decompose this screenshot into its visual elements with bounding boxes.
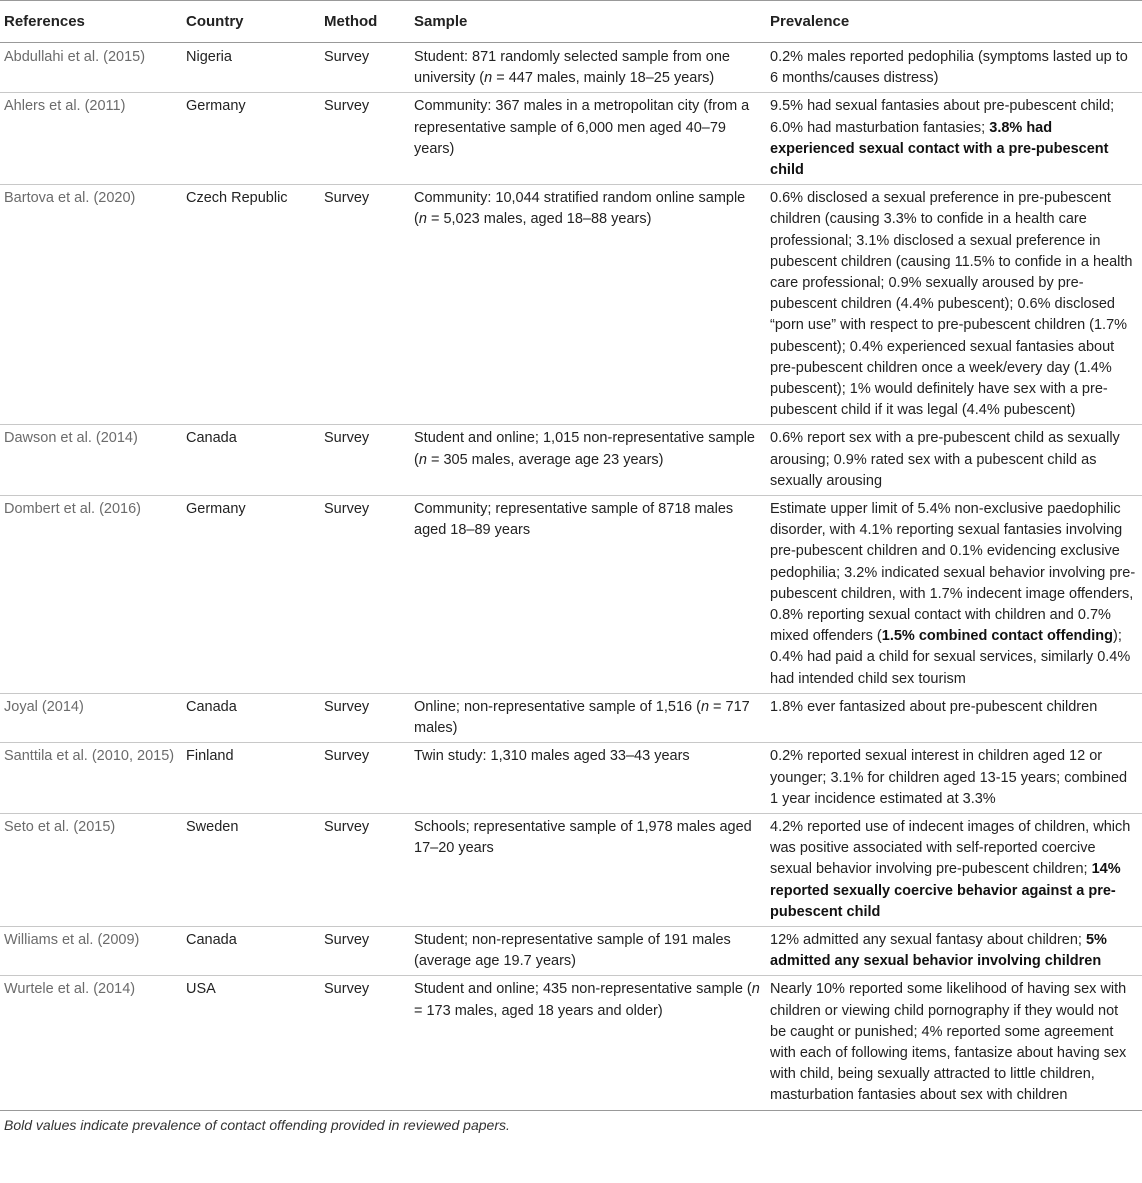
cell-sample-segment: = 447 males, mainly 18–25 years)	[492, 70, 715, 87]
cell-prevalence-segment: Nearly 10% reported some likelihood of having sex with children or viewing child pornography if they would not be caught or punished; 4% reported some agreement with each of following items, fantasize about having sex with child, being sexually attracted to little children, masturbation fantasies about sex with children	[770, 981, 1127, 1104]
header-method: Method	[320, 1, 410, 43]
cell-sample-segment: = 173 males, aged 18 years and older)	[414, 1002, 663, 1019]
cell-sample	[410, 496, 766, 694]
table-header	[0, 1, 1142, 43]
header-sample: Sample	[410, 1, 766, 43]
cell-sample-segment: Schools; representative sample of 1,978 males aged 17–20 years	[414, 818, 752, 857]
cell-sample-segment: n	[484, 70, 493, 87]
cell-sample	[410, 185, 766, 425]
cell-country: Czech Republic	[186, 190, 288, 207]
cell-country: Sweden	[186, 818, 239, 835]
cell-prevalence-segment: Estimate upper limit of 5.4% non-exclusive paedophilic disorder, with 4.1% reporting sexual fantasies involving pre-pubescent children and 0.1% evidencing exclusive pedophilia; 3.2% indicated sexual behavior involving pre-pubescent children, with 1.7% indecent image offenders, 0.8% reporting sexual contact with children and 0.7% mixed offenders (	[770, 501, 1136, 645]
cell-country: USA	[186, 981, 216, 998]
header-country: Country	[182, 1, 320, 43]
cell-country: Finland	[186, 748, 234, 765]
cell-sample	[410, 926, 766, 975]
cell-prevalence	[766, 813, 1142, 926]
cell-method: Survey	[324, 501, 370, 518]
table-row	[0, 185, 1142, 425]
table-row	[0, 496, 1142, 694]
cell-prevalence-segment: 3.8% had experienced sexual contact with a pre-pubescent child	[770, 119, 1109, 179]
table-body	[0, 43, 1142, 1111]
cell-method: Survey	[324, 430, 370, 447]
cell-method: Survey	[324, 818, 370, 835]
cell-prevalence	[766, 496, 1142, 694]
cell-sample-segment: Twin study: 1,310 males aged 33–43 years	[414, 748, 690, 765]
cell-reference: Joyal (2014)	[4, 698, 84, 715]
table-row	[0, 693, 1142, 742]
cell-sample-segment: Community; representative sample of 8718 males aged 18–89 years	[414, 501, 734, 539]
cell-sample-segment: Student; non-representative sample of 191 males (average age 19.7 years)	[414, 931, 731, 970]
cell-prevalence-segment: 1.8% ever fantasized about pre-pubescent children	[770, 698, 1098, 715]
cell-country: Germany	[186, 501, 246, 518]
cell-prevalence-segment: 0.6% report sex with a pre-pubescent child as sexually arousing; 0.9% rated sex with a pubescent child as sexually arousing	[770, 430, 1120, 489]
cell-country: Canada	[186, 698, 237, 715]
cell-prevalence	[766, 43, 1142, 93]
cell-method: Survey	[324, 698, 370, 715]
cell-prevalence-segment: 0.2% reported sexual interest in children aged 12 or younger; 3.1% for children aged 13-15 years; combined 1 year incidence estimated at 3.3%	[770, 748, 1128, 807]
cell-sample-segment: n	[751, 981, 760, 998]
cell-reference: Wurtele et al. (2014)	[4, 981, 136, 998]
cell-method: Survey	[324, 190, 370, 207]
cell-prevalence	[766, 93, 1142, 185]
table-row	[0, 813, 1142, 926]
cell-reference: Abdullahi et al. (2015)	[4, 49, 146, 65]
cell-sample-segment: = 5,023 males, aged 18–88 years)	[426, 211, 652, 228]
cell-prevalence-segment: 0.2% males reported pedophilia (symptoms lasted up to 6 months/causes distress)	[770, 49, 1128, 87]
cell-sample	[410, 425, 766, 496]
cell-prevalence-segment: 4.2% reported use of indecent images of children, which was positive associated with self-reported coercive sexual behavior involving pre-pubescent children;	[770, 818, 1131, 878]
cell-sample	[410, 743, 766, 814]
cell-reference: Ahlers et al. (2011)	[4, 98, 126, 115]
cell-reference: Dawson et al. (2014)	[4, 430, 138, 447]
cell-prevalence-segment: 5% admitted any sexual behavior involving children	[770, 931, 1107, 970]
cell-reference: Bartova et al. (2020)	[4, 190, 136, 207]
cell-reference: Santtila et al. (2010, 2015)	[4, 748, 175, 765]
cell-prevalence	[766, 693, 1142, 742]
cell-country: Nigeria	[186, 49, 232, 65]
cell-prevalence-segment: ); 0.4% had paid a child for sexual services, similarly 0.4% had intended child sex tourism	[770, 628, 1131, 687]
cell-sample-segment: = 305 males, average age 23 years)	[426, 451, 664, 468]
cell-method: Survey	[324, 931, 370, 948]
cell-sample-segment: Student and online; 1,015 non-representative sample (	[414, 430, 755, 468]
cell-sample	[410, 93, 766, 185]
cell-sample-segment: n	[418, 451, 427, 468]
cell-sample	[410, 813, 766, 926]
cell-method: Survey	[324, 49, 370, 65]
table-footnote: Bold values indicate prevalence of contact offending provided in reviewed papers.	[4, 1116, 510, 1133]
cell-prevalence-segment: 9.5% had sexual fantasies about pre-pubescent child; 6.0% had masturbation fantasies;	[770, 98, 1115, 136]
table-row	[0, 43, 1142, 93]
header-prevalence: Prevalence	[766, 1, 1142, 43]
cell-sample-segment: n	[700, 698, 710, 715]
cell-prevalence	[766, 425, 1142, 496]
cell-reference: Dombert et al. (2016)	[4, 501, 142, 518]
cell-reference: Williams et al. (2009)	[4, 931, 140, 948]
cell-prevalence-segment: 0.6% disclosed a sexual preference in pre-pubescent children (causing 3.3% to confide in a health care professional; 3.1% disclosed a sexual preference in pubescent children (causing 11.5% to confide in a health care professional; 0.9% sexually aroused by pre-pubescent children (4.4% pubescent); 0.6% disclosed “porn use” with respect to pre-pubescent children (1.7% pubescent); 0.4% experienced sexual fantasies about pre-pubescent children once a week/every day (1.4% pubescent); 1% would definitely have sex with a pre-pubescent child if it was legal (4.4% pubescent)	[770, 190, 1133, 419]
cell-prevalence	[766, 743, 1142, 814]
cell-prevalence-segment: 12% admitted any sexual fantasy about children;	[770, 931, 1086, 948]
cell-country: Canada	[186, 931, 237, 948]
cell-method: Survey	[324, 981, 370, 998]
cell-prevalence-segment: 1.5% combined contact offending	[881, 628, 1113, 645]
cell-method: Survey	[324, 748, 370, 765]
cell-prevalence	[766, 926, 1142, 975]
cell-sample	[410, 43, 766, 93]
header-references: References	[0, 1, 182, 43]
table-row	[0, 926, 1142, 975]
cell-sample-segment: n	[418, 211, 427, 228]
cell-sample-segment: = 717 males)	[414, 698, 750, 737]
cell-sample-segment: Student and online; 435 non-representative sample (	[414, 981, 752, 998]
cell-reference: Seto et al. (2015)	[4, 818, 116, 835]
cell-sample-segment: Community: 367 males in a metropolitan city (from a representative sample of 6,000 men aged 40–79 years)	[414, 98, 750, 157]
cell-prevalence	[766, 976, 1142, 1110]
cell-country: Canada	[186, 430, 237, 447]
table-row	[0, 93, 1142, 185]
cell-sample-segment: Community: 10,044 stratified random online sample (	[414, 190, 746, 228]
cell-prevalence-segment: 14% reported sexually coercive behavior against a pre-pubescent child	[770, 861, 1121, 920]
table-row	[0, 425, 1142, 496]
cell-sample	[410, 976, 766, 1110]
cell-country: Germany	[186, 98, 246, 115]
cell-prevalence	[766, 185, 1142, 425]
cell-sample-segment: Online; non-representative sample of 1,516 (	[414, 698, 701, 715]
cell-method: Survey	[324, 98, 370, 115]
cell-sample	[410, 693, 766, 742]
cell-sample-segment: Student: 871 randomly selected sample from one university (	[414, 49, 730, 87]
table-row	[0, 976, 1142, 1110]
table-row	[0, 743, 1142, 814]
